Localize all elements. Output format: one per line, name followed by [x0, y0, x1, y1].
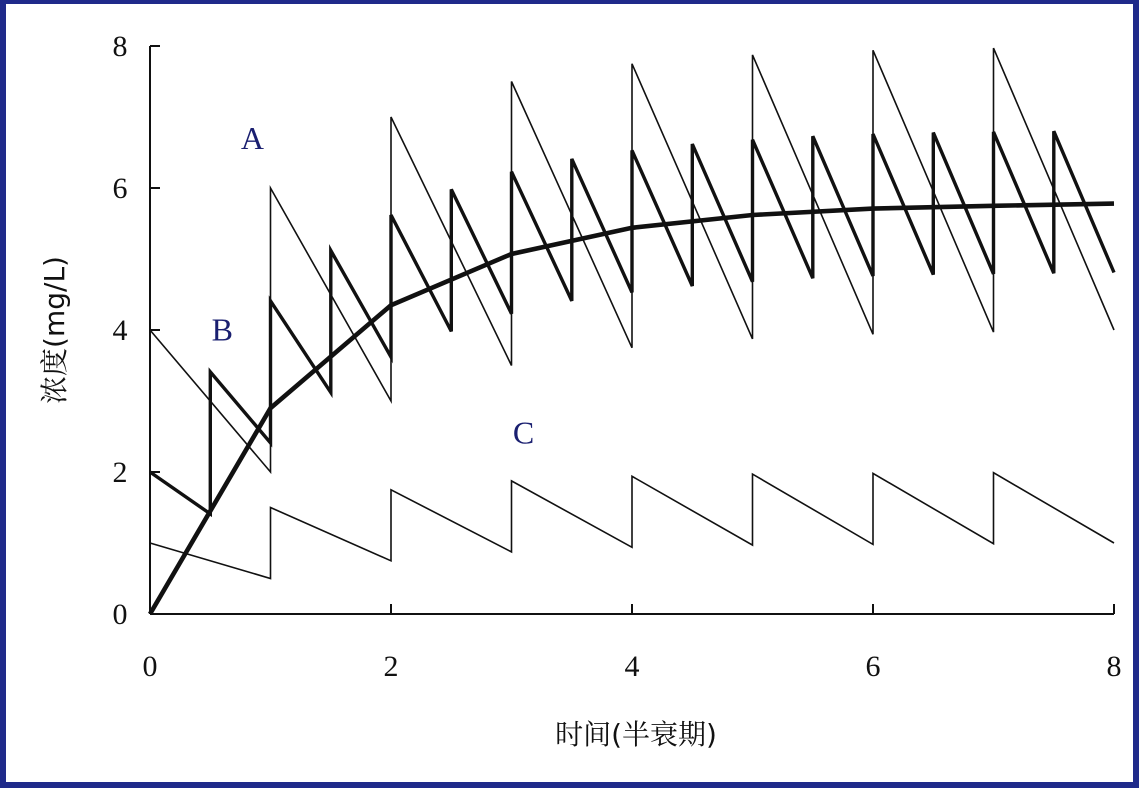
- series-annotations: [212, 120, 535, 451]
- y-tick-label: 2: [112, 456, 128, 489]
- x-tick-label: 6: [865, 650, 881, 683]
- series-label-c: C: [512, 414, 535, 451]
- x-tick-label: 0: [142, 650, 158, 683]
- x-tick-label: 2: [383, 650, 399, 683]
- x-tick-label: 8: [1106, 650, 1122, 683]
- concentration-time-chart: [6, 4, 1133, 782]
- y-tick-label: 6: [112, 172, 128, 205]
- series-label-b: B: [211, 311, 233, 348]
- series-group: [150, 48, 1114, 614]
- series-label-a: A: [240, 119, 264, 156]
- y-tick-label: 8: [112, 30, 128, 63]
- y-tick-label: 0: [112, 598, 128, 631]
- series-line-c: [150, 473, 1114, 579]
- y-axis-title: 浓度(mg/L): [38, 256, 71, 404]
- y-tick-label: 4: [112, 314, 128, 347]
- x-tick-label: 4: [624, 650, 640, 683]
- chart-frame: [6, 4, 1133, 782]
- x-axis-title: 时间(半衰期): [555, 718, 717, 751]
